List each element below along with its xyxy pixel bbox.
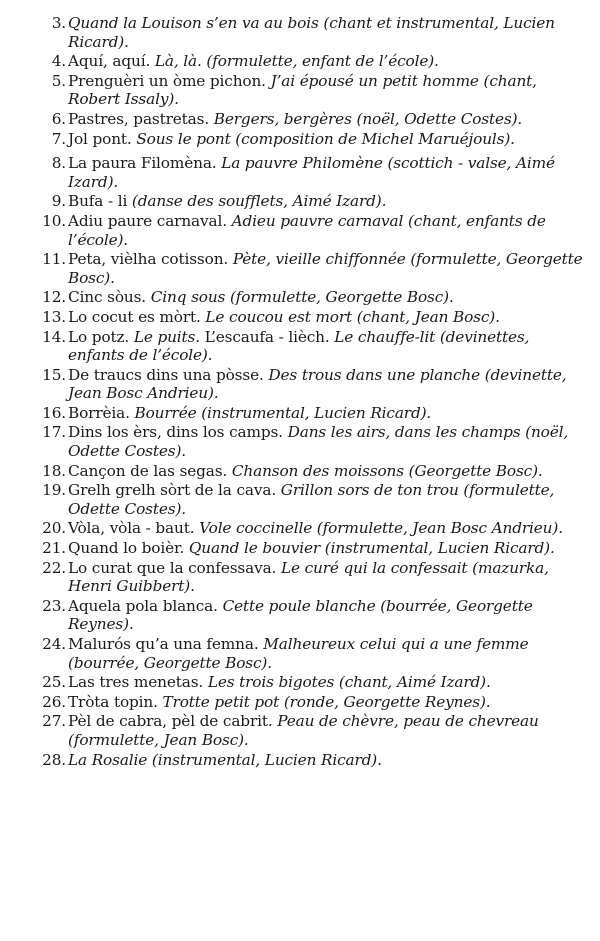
track-entry — [0, 250, 600, 287]
occitan-title: Aquí, aquí. — [68, 52, 155, 71]
track-entry — [0, 192, 600, 211]
occitan-title: Cançon de las segas. — [68, 461, 232, 480]
french-translation: Le chauffe-lit (devinettes, enfants de l’école). — [68, 327, 530, 365]
track-number: 10. — [42, 211, 66, 230]
track-title — [68, 288, 588, 307]
track-entry — [0, 597, 600, 634]
track-entry — [0, 635, 600, 672]
track-number: 12. — [42, 288, 66, 307]
track-number: 3. — [51, 14, 66, 32]
track-title — [68, 404, 588, 423]
track-title — [68, 751, 588, 770]
french-translation: La pauvre Philomène (scottich - valse, Aimé Izard). — [68, 154, 555, 191]
french-translation: Adieu pauvre carnaval (chant, enfants de l’école). — [68, 211, 546, 249]
track-number: 15. — [42, 365, 66, 384]
track-entry — [0, 404, 600, 423]
track-number: 8. — [51, 154, 66, 173]
track-title — [68, 597, 588, 634]
french-translation: Quand le bouvier (instrumental, Lucien Ricard). — [188, 539, 555, 558]
track-entry — [0, 52, 600, 71]
track-entry — [0, 539, 600, 558]
track-title — [68, 481, 588, 518]
track-title — [68, 519, 588, 538]
track-title — [68, 52, 588, 71]
occitan-title: Lo curat que la confessava. — [68, 558, 281, 577]
track-entry — [0, 366, 600, 403]
french-translation: Les trois bigotes (chant, Aimé Izard). — [207, 673, 491, 692]
track-title — [68, 462, 588, 481]
french-translation: Bergers, bergères (noël, Odette Costes). — [213, 109, 523, 128]
occitan-title: Peta, vièlha cotisson. — [68, 250, 233, 269]
track-number: 11. — [42, 250, 66, 269]
french-translation: Le coucou est mort (chant, Jean Bosc). — [205, 307, 500, 326]
track-title — [68, 559, 588, 596]
occitan-title: Dins los èrs, dins los camps. — [68, 423, 288, 442]
occitan-title: L’escaufa - lièch. — [204, 327, 335, 346]
track-number: 7. — [51, 129, 66, 148]
track-number: 19. — [42, 481, 66, 500]
track-number: 21. — [42, 539, 66, 558]
track-entry — [0, 308, 600, 327]
french-translation: Chanson des moissons (Georgette Bosc). — [231, 461, 543, 480]
track-title — [68, 673, 588, 692]
french-translation: La Rosalie (instrumental, Lucien Ricard). — [68, 750, 382, 769]
french-translation: Malheureux celui qui a une femme (bourrée, Georgette Bosc). — [68, 635, 529, 672]
track-number: 25. — [42, 673, 66, 692]
track-number: 20. — [42, 519, 66, 538]
french-translation: Quand la Louison s’en va au bois (chant et instrumental, Lucien Ricard). — [68, 14, 555, 51]
track-number: 13. — [42, 307, 66, 326]
french-translation: (danse des soufflets, Aimé Izard). — [131, 192, 387, 211]
occitan-title: Quand lo boièr. — [68, 539, 189, 558]
french-translation: Le curé qui la confessait (mazurka, Henri Guibbert). — [68, 558, 549, 596]
track-title — [68, 14, 588, 51]
track-entry — [0, 693, 600, 712]
occitan-title: Vòla, vòla - baut. — [68, 519, 200, 538]
track-entry — [0, 154, 600, 191]
occitan-title: Adiu paure carnaval. — [68, 211, 232, 230]
track-entry — [0, 423, 600, 460]
track-number: 26. — [42, 692, 66, 711]
french-translation: Dans les airs, dans les champs (noël, Odette Costes). — [68, 423, 569, 461]
track-number: 14. — [42, 327, 66, 346]
track-title — [68, 308, 588, 327]
french-translation: Pète, vieille chiffonnée (formulette, Georgette Bosc). — [68, 250, 583, 287]
track-entry — [0, 462, 600, 481]
track-entry — [0, 712, 600, 749]
track-entry — [0, 130, 600, 149]
french-translation: Peau de chèvre, peau de chevreau (formulette, Jean Bosc). — [68, 712, 539, 749]
track-number: 17. — [42, 423, 66, 442]
occitan-title: De traucs dins una pòsse. — [68, 365, 269, 384]
track-title — [68, 693, 588, 712]
french-translation: Sous le pont (composition de Michel Maruéjouls). — [136, 129, 515, 148]
french-translation: Des trous dans une planche (devinette, Jean Bosc Andrieu). — [68, 365, 567, 403]
occitan-title: Tròta topin. — [68, 692, 163, 711]
occitan-title: Pèl de cabra, pèl de cabrit. — [68, 712, 278, 731]
track-entry — [0, 212, 600, 249]
track-entry — [0, 481, 600, 518]
occitan-title: Cinc sòus. — [68, 288, 151, 307]
track-number: 27. — [42, 712, 66, 731]
track-title — [68, 539, 588, 558]
track-title — [68, 110, 588, 129]
occitan-title: Borrèia. — [68, 403, 135, 422]
track-title — [68, 154, 588, 191]
track-number: 24. — [42, 635, 66, 653]
french-translation: Cette poule blanche (bourrée, Georgette Reynes). — [68, 596, 533, 634]
track-title — [68, 192, 588, 211]
track-title — [68, 366, 588, 403]
track-entry — [0, 519, 600, 538]
french-translation: Là, là. (formulette, enfant de l’école). — [154, 52, 439, 71]
track-number: 18. — [42, 461, 66, 480]
track-list — [0, 14, 600, 770]
track-number: 5. — [51, 71, 66, 90]
track-number: 22. — [42, 558, 66, 577]
french-translation: Trotte petit pot (ronde, Georgette Reynes). — [162, 692, 491, 711]
track-title — [68, 72, 588, 109]
occitan-title: Malurós qu’a una femna. — [68, 635, 264, 653]
track-number: 4. — [51, 52, 66, 71]
track-title — [68, 130, 588, 149]
occitan-title: La paura Filomèna. — [68, 154, 222, 173]
french-translation: Grillon sors de ton trou (formulette, Odette Costes). — [68, 481, 555, 518]
track-entry — [0, 751, 600, 770]
track-title — [68, 328, 588, 365]
french-translation: Vole coccinelle (formulette, Jean Bosc Andrieu). — [199, 519, 563, 538]
occitan-title: Grelh grelh sòrt de la cava. — [68, 481, 281, 500]
track-title — [68, 423, 588, 460]
track-title — [68, 635, 588, 672]
track-number: 16. — [42, 403, 66, 422]
occitan-title: Bufa - li — [68, 192, 132, 211]
occitan-title: Jol pont. — [68, 129, 137, 148]
track-entry — [0, 673, 600, 692]
track-title — [68, 212, 588, 249]
track-entry — [0, 14, 600, 51]
track-number: 6. — [51, 109, 66, 128]
track-entry — [0, 559, 600, 596]
track-entry — [0, 110, 600, 129]
track-entry — [0, 72, 600, 109]
french-translation: J’ai épousé un petit homme (chant, Robert Issaly). — [68, 71, 537, 109]
french-translation: Cinq sous (formulette, Georgette Bosc). — [150, 288, 454, 307]
occitan-title: Lo potz. — [68, 327, 134, 346]
occitan-title: Lo cocut es mòrt. — [68, 307, 206, 326]
occitan-title: Prenguèri un òme pichon. — [68, 71, 271, 90]
track-number: 23. — [42, 596, 66, 615]
track-number: 9. — [51, 192, 66, 211]
track-entry — [0, 288, 600, 307]
occitan-title: Pastres, pastretas. — [68, 109, 214, 128]
track-title — [68, 250, 588, 287]
track-number: 28. — [42, 750, 66, 769]
occitan-title: Las tres menetas. — [68, 673, 208, 692]
french-translation: Bourrée (instrumental, Lucien Ricard). — [134, 403, 432, 422]
track-title — [68, 712, 588, 749]
occitan-title: Aquela pola blanca. — [68, 596, 223, 615]
french-translation: Le puits. — [133, 327, 205, 346]
track-entry — [0, 328, 600, 365]
